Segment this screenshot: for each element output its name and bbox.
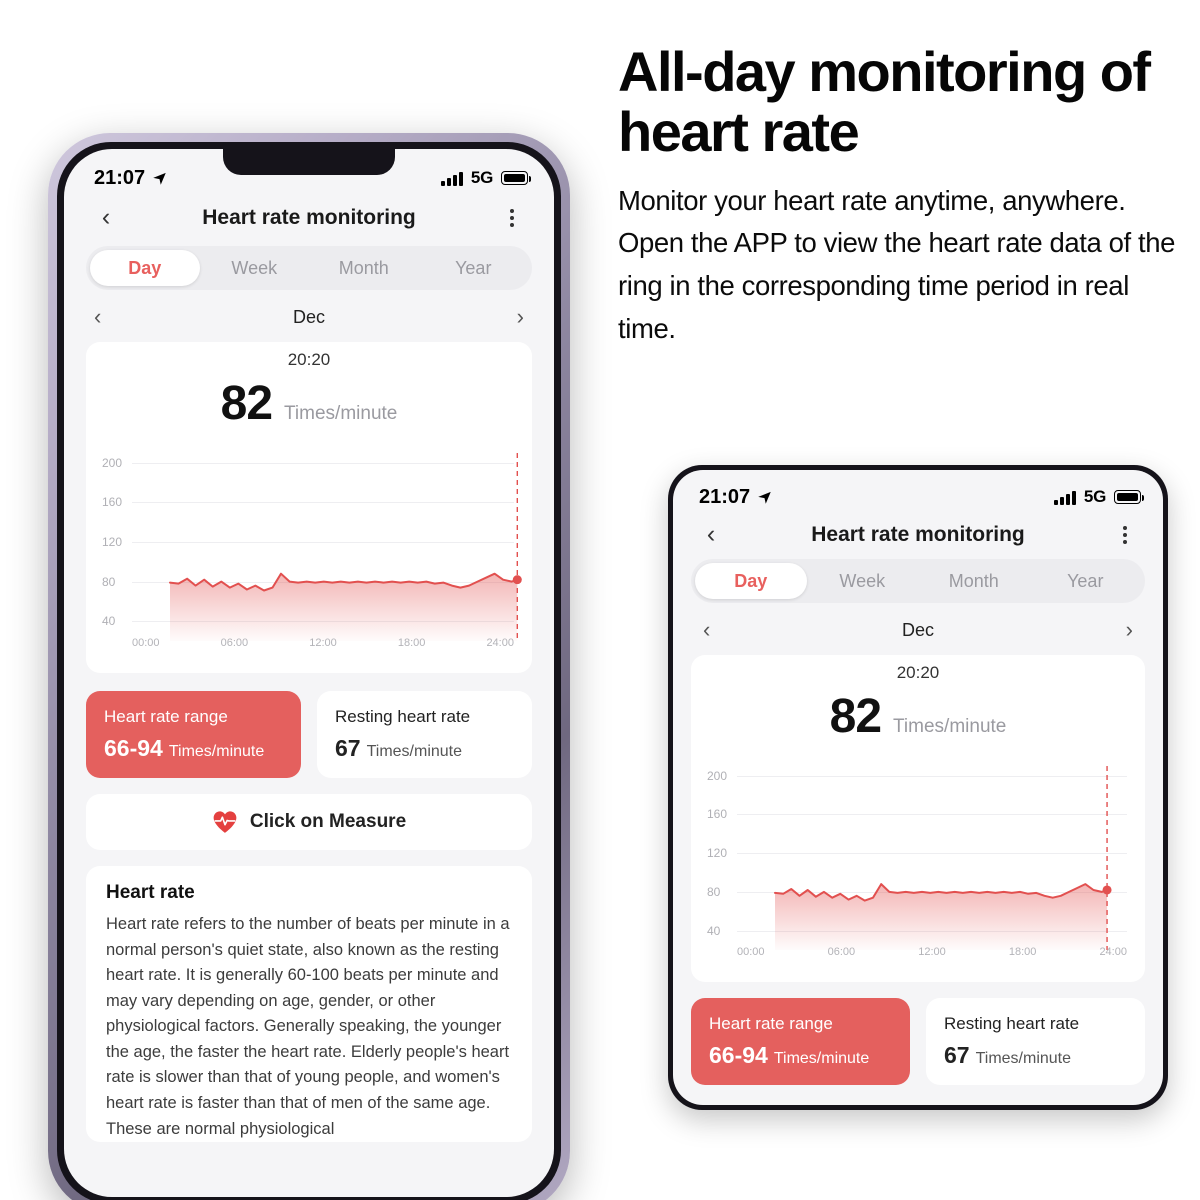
reading-unit: Times/minute [893,716,1007,737]
measure-button-label: Click on Measure [249,811,407,832]
chart-y-tick-label: 80 [102,574,116,589]
tab-week[interactable]: Week [839,571,886,591]
chart-y-tick-label: 80 [707,884,721,899]
stat-value: 66-94 [104,735,163,761]
status-time: 21:07 [94,166,146,189]
location-arrow-icon [152,171,167,186]
stat-heart-rate-range[interactable] [86,691,301,778]
phone-notch [223,149,395,175]
status-bar-right [1054,487,1141,507]
chart-x-axis [737,946,1127,958]
app-screen-small [673,470,1163,1105]
tab-year[interactable]: Year [455,258,492,278]
phone-mockup-small [668,465,1168,1110]
stat-resting-heart-rate[interactable] [317,691,532,778]
reading-unit: Times/minute [284,403,398,424]
app-screen-large [64,149,554,1197]
stat-value: 66-94 [709,1042,768,1068]
promo-block [618,42,1188,350]
chart-x-tick-label: 12:00 [918,946,946,958]
tab-month[interactable]: Month [948,571,999,591]
chart-y-tick-label: 200 [102,455,123,470]
period-tabs [86,246,532,290]
chart-x-tick-label: 00:00 [132,637,160,649]
network-type: 5G [1083,487,1106,506]
back-button[interactable]: ‹ [101,203,111,231]
status-bar [673,470,1163,512]
stats-row [86,691,532,778]
status-bar-left [94,167,167,190]
location-arrow-icon [757,490,772,505]
more-vertical-icon[interactable] [1111,523,1139,547]
date-nav [64,290,554,332]
stat-label: Heart rate range [709,1014,833,1033]
reading-row [86,370,532,443]
chart-y-tick-label: 120 [707,846,728,861]
chart-line-series [132,447,552,647]
date-label: Dec [901,619,934,640]
reading-row [691,683,1145,756]
tab-year[interactable]: Year [1067,571,1104,591]
page-title: Heart rate monitoring [811,522,1025,546]
more-vertical-icon[interactable] [498,206,526,230]
stat-heart-rate-range[interactable] [691,998,910,1085]
heart-pulse-icon [212,810,238,834]
promo-body: Monitor your heart rate anytime, anywhere. Open the APP to view the heart rate data of the ring in the corresponding time period in real time. [618,184,1176,344]
chart-plot-area [699,760,1137,956]
heart-rate-chart [691,756,1145,982]
reading-time: 20:20 [896,663,940,682]
date-prev-button[interactable]: ‹ [94,304,102,329]
date-next-button[interactable]: › [516,304,524,329]
chart-x-tick-label: 06:00 [827,946,856,958]
signal-bars-icon [1054,490,1076,505]
chart-x-tick-label: 00:00 [737,946,765,958]
network-type: 5G [470,168,493,187]
chart-line-series [737,760,1139,956]
battery-full-icon [1114,490,1141,504]
chart-y-tick-label: 200 [707,768,728,783]
tab-day[interactable]: Day [90,250,200,286]
heart-rate-chart [86,443,532,673]
chart-plot-area [94,447,524,647]
promo-title: All-day monitoring of heart rate [618,40,1150,163]
tab-week[interactable]: Week [231,258,278,278]
chart-x-axis [132,637,514,649]
stat-label: Heart rate range [104,707,228,726]
chart-y-tick-label: 120 [102,535,123,550]
stat-unit: Times/minute [975,1050,1072,1067]
app-header [673,512,1163,559]
phone-bezel [57,142,561,1200]
stats-row [691,998,1145,1085]
reading-value: 82 [220,377,273,430]
description-body: Heart rate refers to the number of beats per minute in a normal person's quiet state, also known as the resting heart rate. It is generally 60-100 beats per minute and may vary depending on age, gender, or other physiological factors. Generally speaking, the younger the age, the faster the heart rate. Elderly people's heart rate is slower than that of young people, and women's heart rate is faster than that of men of the same age. These are normal physiological [106,915,510,1138]
stat-label: Resting heart rate [335,707,471,726]
chart-x-tick-label: 18:00 [1008,946,1037,958]
chart-y-tick-label: 160 [707,807,728,822]
stat-resting-heart-rate[interactable] [926,998,1145,1085]
measure-button[interactable] [86,794,532,850]
chart-x-tick-label: 12:00 [309,637,337,649]
chart-x-tick-label: 24:00 [1099,946,1127,958]
stat-unit: Times/minute [366,743,463,760]
reading-time: 20:20 [287,350,331,369]
date-next-button[interactable]: › [1125,617,1133,642]
chart-y-tick-label: 40 [707,923,721,938]
description-card [86,866,532,1142]
chart-y-tick-label: 40 [102,614,116,629]
stat-unit: Times/minute [168,743,265,760]
status-bar-right [441,168,528,188]
back-button[interactable]: ‹ [706,520,716,548]
chart-x-tick-label: 18:00 [397,637,426,649]
status-time: 21:07 [699,485,751,508]
battery-full-icon [501,171,528,185]
heart-rate-card [691,655,1145,982]
reading-value: 82 [829,690,882,743]
chart-x-tick-label: 24:00 [486,637,514,649]
signal-bars-icon [441,171,463,186]
heart-rate-card [86,342,532,673]
stat-value: 67 [944,1042,970,1068]
phone-mockup-large [48,133,570,1200]
stat-value: 67 [335,735,361,761]
tab-day[interactable]: Day [695,563,807,599]
period-tabs [691,559,1145,603]
app-header [64,195,554,244]
date-label: Dec [292,306,325,327]
status-bar-left [699,486,772,509]
stat-label: Resting heart rate [944,1014,1080,1033]
date-prev-button[interactable]: ‹ [703,617,711,642]
tab-month[interactable]: Month [338,258,389,278]
page-title: Heart rate monitoring [202,205,416,229]
chart-y-tick-label: 160 [102,495,123,510]
date-nav [673,603,1163,645]
description-heading: Heart rate [106,882,195,903]
stat-unit: Times/minute [773,1050,870,1067]
chart-x-tick-label: 06:00 [220,637,249,649]
